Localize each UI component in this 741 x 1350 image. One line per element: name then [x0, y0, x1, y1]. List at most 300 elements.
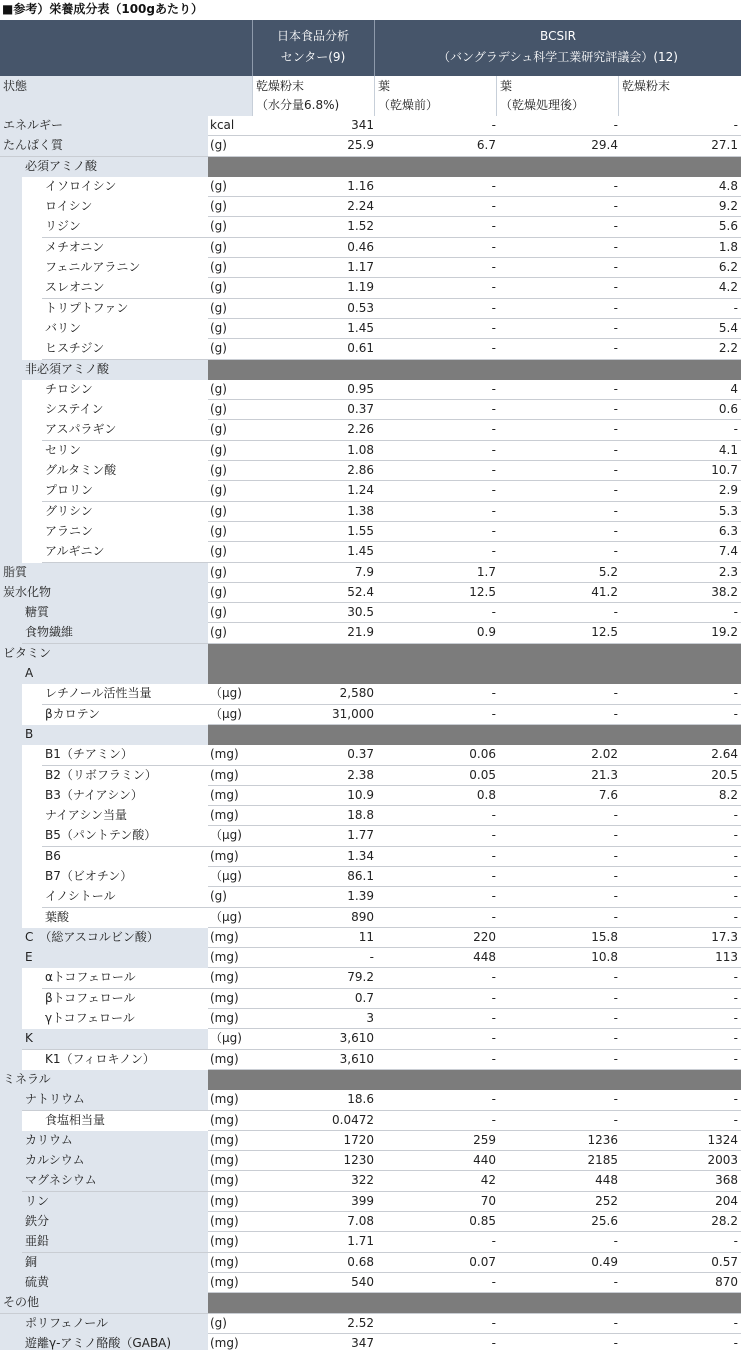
value-cell: -	[733, 889, 738, 904]
value-cell: -	[491, 463, 496, 478]
value-cell: -	[613, 1112, 618, 1127]
indent-bar	[22, 542, 42, 563]
indent-bar	[0, 968, 22, 989]
indent-bar	[0, 278, 22, 299]
value-cell: 0.37	[347, 402, 374, 417]
value-cell: 0.07	[469, 1254, 496, 1269]
table-row	[0, 1131, 741, 1151]
value-cell: 28.2	[711, 1214, 738, 1229]
table-row	[0, 319, 741, 339]
value-cell: 1.7	[476, 564, 496, 579]
value-cell: 2.86	[347, 463, 374, 478]
value-cell: 25.6	[591, 1214, 618, 1229]
unit-cell: (mg)	[210, 990, 239, 1005]
value-cell: -	[491, 199, 496, 214]
value-cell: 1236	[587, 1132, 618, 1147]
indent-bar	[22, 745, 42, 766]
value-cell: 1.38	[347, 503, 374, 518]
row-label: K	[22, 1029, 208, 1049]
unit-cell: （μg)	[210, 686, 242, 701]
value-cell: 368	[715, 1173, 738, 1188]
table-row	[0, 1334, 741, 1350]
value-cell: -	[613, 1234, 618, 1249]
value-cell: -	[491, 868, 496, 883]
table-row	[0, 583, 741, 603]
state-col1	[253, 76, 374, 116]
table-row	[0, 542, 741, 562]
value-cell: -	[491, 605, 496, 620]
indent-bar	[0, 157, 22, 178]
indent-bar	[22, 908, 42, 929]
unit-cell: (mg)	[210, 929, 239, 944]
header-divider	[252, 20, 253, 76]
unit-cell: (mg)	[210, 1173, 239, 1188]
row-label: リジン	[42, 217, 208, 237]
indent-bar	[22, 420, 42, 441]
row-label: グリシン	[42, 502, 208, 522]
unit-cell: (mg)	[210, 1214, 239, 1229]
value-cell: 3	[366, 1011, 374, 1026]
value-cell: 17.3	[711, 929, 738, 944]
unit-cell: (mg)	[210, 848, 239, 863]
value-cell: -	[491, 260, 496, 275]
unit-cell: (g)	[210, 463, 227, 478]
state-col2-line2: （乾燥前）	[378, 98, 439, 112]
value-cell: -	[491, 544, 496, 559]
value-cell: -	[733, 970, 738, 985]
value-cell: -	[491, 219, 496, 234]
unit-cell: (g)	[210, 503, 227, 518]
unit-cell: (mg)	[210, 787, 239, 802]
value-cell: -	[613, 402, 618, 417]
indent-bar	[22, 258, 42, 279]
table-row	[0, 502, 741, 522]
row-label: スレオニン	[42, 278, 208, 298]
unit-cell: (g)	[210, 138, 227, 153]
value-cell: -	[733, 990, 738, 1005]
value-cell: -	[613, 118, 618, 132]
value-cell: -	[491, 990, 496, 1005]
indent-bar	[22, 238, 42, 259]
table-row	[0, 1192, 741, 1212]
value-cell: 2,580	[339, 686, 374, 701]
table-row	[0, 360, 741, 380]
value-cell: -	[491, 889, 496, 904]
value-cell: 0.6	[718, 402, 738, 417]
value-cell: -	[613, 320, 618, 335]
unit-cell: (g)	[210, 483, 227, 498]
value-cell: -	[491, 828, 496, 843]
row-label: その他	[0, 1293, 208, 1313]
value-cell: -	[613, 544, 618, 559]
value-cell: 79.2	[347, 970, 374, 985]
row-label: ヒスチジン	[42, 339, 208, 359]
unit-cell: (g)	[210, 442, 227, 457]
indent-bar	[0, 684, 22, 705]
value-cell: 259	[473, 1132, 496, 1147]
value-cell: -	[613, 300, 618, 315]
row-label: エネルギー	[0, 116, 208, 136]
unit-cell: (g)	[210, 564, 227, 579]
value-cell: -	[491, 1112, 496, 1127]
value-cell: 3,610	[339, 1051, 374, 1066]
table-row	[0, 1253, 741, 1273]
value-cell: 440	[473, 1153, 496, 1168]
table-row	[0, 766, 741, 786]
value-cell: 322	[351, 1173, 374, 1188]
unit-cell: (g)	[210, 889, 227, 904]
row-label: 糖質	[22, 603, 208, 623]
indent-bar	[0, 887, 22, 908]
table-row	[0, 238, 741, 258]
value-cell: -	[613, 239, 618, 254]
indent-bar	[0, 847, 22, 868]
value-cell: -	[613, 523, 618, 538]
unit-cell: (mg)	[210, 767, 239, 782]
value-cell: -	[491, 1031, 496, 1046]
indent-bar	[22, 847, 42, 868]
value-cell: -	[613, 199, 618, 214]
table-row	[0, 1070, 741, 1090]
value-cell: -	[733, 1112, 738, 1127]
value-cell: 7.6	[598, 787, 618, 802]
unit-cell: (mg)	[210, 1051, 239, 1066]
value-cell: -	[613, 503, 618, 518]
value-cell: 2.26	[347, 422, 374, 437]
indent-bar	[22, 867, 42, 888]
row-label: チロシン	[42, 380, 208, 400]
value-cell: -	[613, 1051, 618, 1066]
value-cell: -	[733, 1011, 738, 1026]
value-cell: 1.08	[347, 442, 374, 457]
row-label: 必須アミノ酸	[22, 157, 208, 177]
table-row	[0, 1212, 741, 1232]
indent-bar	[0, 217, 22, 238]
value-cell: -	[491, 178, 496, 193]
unit-cell: (mg)	[210, 1254, 239, 1269]
value-cell: 0.0472	[332, 1112, 374, 1127]
row-label: ナイアシン当量	[42, 806, 208, 826]
state-divider	[252, 76, 253, 116]
value-cell: 6.7	[476, 138, 496, 153]
unit-cell: (g)	[210, 625, 227, 640]
unit-cell: (mg)	[210, 970, 239, 985]
row-label: γトコフェロール	[42, 1009, 208, 1029]
indent-bar	[22, 400, 42, 421]
indent-bar	[22, 502, 42, 523]
value-cell: 1324	[707, 1132, 738, 1147]
row-label: B7（ビオチン）	[42, 867, 208, 887]
value-cell: 4.1	[718, 442, 738, 457]
indent-bar	[22, 461, 42, 482]
state-col1-line1: 乾燥粉末	[256, 79, 305, 93]
table-row	[0, 1009, 741, 1029]
unit-cell: (g)	[210, 280, 227, 295]
indent-bar	[22, 968, 42, 989]
value-cell: -	[733, 422, 738, 437]
row-label: B3（ナイアシン）	[42, 786, 208, 806]
row-label: カリウム	[22, 1131, 208, 1151]
value-cell: -	[491, 381, 496, 396]
table-row	[0, 563, 741, 583]
value-cell: 1.52	[347, 219, 374, 234]
value-cell: 0.68	[347, 1254, 374, 1269]
row-label: 銅	[22, 1253, 208, 1273]
table-row	[0, 1111, 741, 1131]
table-row	[0, 177, 741, 197]
value-cell: 2.9	[718, 483, 738, 498]
row-label: B2（リボフラミン）	[42, 766, 208, 786]
value-cell: 5.2	[598, 564, 618, 579]
table-row	[0, 136, 741, 156]
value-cell: 7.08	[347, 1214, 374, 1229]
value-cell: 890	[351, 909, 374, 924]
indent-bar	[0, 258, 22, 279]
row-label: システイン	[42, 400, 208, 420]
value-cell: -	[613, 990, 618, 1005]
state-label: 状態	[0, 76, 252, 116]
value-cell: -	[613, 808, 618, 823]
value-cell: 10.9	[347, 787, 374, 802]
value-cell: 6.2	[718, 260, 738, 275]
value-cell: 347	[351, 1335, 374, 1350]
indent-bar	[0, 299, 22, 320]
state-row	[0, 76, 741, 116]
table-row	[0, 258, 741, 278]
row-label: ポリフェノール	[22, 1314, 208, 1334]
indent-bar	[0, 725, 22, 746]
value-cell: 252	[595, 1193, 618, 1208]
indent-bar	[22, 177, 42, 198]
unit-cell: (mg)	[210, 1153, 239, 1168]
table-row	[0, 197, 741, 217]
value-cell: -	[491, 970, 496, 985]
table-row	[0, 339, 741, 359]
indent-bar	[0, 1131, 22, 1152]
value-cell: -	[613, 280, 618, 295]
value-cell: -	[733, 909, 738, 924]
table-row	[0, 380, 741, 400]
value-cell: 2.2	[718, 341, 738, 356]
indent-bar	[22, 786, 42, 807]
indent-bar	[0, 766, 22, 787]
row-label: ビタミン	[0, 644, 208, 664]
value-cell: 2003	[707, 1153, 738, 1168]
value-cell: 3,610	[339, 1031, 374, 1046]
value-cell: -	[613, 828, 618, 843]
indent-bar	[0, 197, 22, 218]
state-col3-line1: 葉	[500, 79, 513, 93]
indent-bar	[0, 1232, 22, 1253]
unit-cell: （μg)	[210, 828, 242, 843]
indent-bar	[22, 705, 42, 726]
row-label: 脂質	[0, 563, 208, 583]
unit-cell: (g)	[210, 544, 227, 559]
indent-bar	[0, 238, 22, 259]
indent-bar	[22, 826, 42, 847]
unit-cell: (g)	[210, 523, 227, 538]
value-cell: -	[733, 828, 738, 843]
unit-cell: (g)	[210, 239, 227, 254]
value-cell: 0.46	[347, 239, 374, 254]
value-cell: 12.5	[469, 584, 496, 599]
value-cell: 2.38	[347, 767, 374, 782]
page-title: ■参考）栄養成分表（100gあたり）	[2, 2, 203, 16]
value-cell: 448	[595, 1173, 618, 1188]
value-cell: 0.57	[711, 1254, 738, 1269]
value-cell: 5.4	[718, 320, 738, 335]
row-label: フェニルアラニン	[42, 258, 208, 278]
value-cell: 0.49	[591, 1254, 618, 1269]
state-col3-line2: （乾燥処理後）	[500, 98, 585, 112]
row-label: B1（チアミン）	[42, 745, 208, 765]
table-row	[0, 928, 741, 948]
row-label: 亜鉛	[22, 1232, 208, 1252]
row-label: トリプトファン	[42, 299, 208, 319]
row-label: マグネシウム	[22, 1171, 208, 1191]
value-cell: -	[613, 1031, 618, 1046]
value-cell: -	[733, 848, 738, 863]
unit-cell: (g)	[210, 584, 227, 599]
state-col3	[497, 76, 618, 116]
value-cell: -	[491, 523, 496, 538]
value-cell: 0.37	[347, 747, 374, 762]
value-cell: 42	[480, 1173, 496, 1188]
indent-bar	[0, 948, 22, 969]
value-cell: -	[613, 848, 618, 863]
indent-bar	[0, 745, 22, 766]
value-cell: -	[491, 402, 496, 417]
indent-bar	[0, 400, 22, 421]
table-row	[0, 1273, 741, 1293]
table-row	[0, 603, 741, 623]
table-row	[0, 441, 741, 461]
row-label: バリン	[42, 319, 208, 339]
table-row	[0, 400, 741, 420]
unit-cell: (mg)	[210, 1234, 239, 1249]
value-cell: 12.5	[591, 625, 618, 640]
value-cell: -	[613, 1011, 618, 1026]
row-label: ロイシン	[42, 197, 208, 217]
unit-cell: (mg)	[210, 1132, 239, 1147]
value-cell: 31,000	[332, 706, 374, 721]
value-cell: -	[613, 868, 618, 883]
indent-bar	[22, 684, 42, 705]
section-band	[208, 725, 741, 745]
value-cell: 113	[715, 950, 738, 965]
row-label: B5（パントテン酸）	[42, 826, 208, 846]
indent-bar	[22, 806, 42, 827]
value-cell: 1.45	[347, 320, 374, 335]
indent-bar	[22, 299, 42, 320]
value-cell: 448	[473, 950, 496, 965]
unit-cell: (g)	[210, 422, 227, 437]
table-row	[0, 217, 741, 237]
indent-bar	[22, 278, 42, 299]
value-cell: 8.2	[718, 787, 738, 802]
value-cell: -	[733, 1234, 738, 1249]
indent-bar	[0, 502, 22, 523]
value-cell: 1.71	[347, 1234, 374, 1249]
indent-bar	[22, 339, 42, 360]
indent-bar	[22, 441, 42, 462]
table-row	[0, 989, 741, 1009]
table-row	[0, 664, 741, 684]
value-cell: 38.2	[711, 584, 738, 599]
section-band	[208, 157, 741, 177]
value-cell: 29.4	[591, 138, 618, 153]
value-cell: -	[613, 381, 618, 396]
value-cell: 11	[358, 929, 374, 944]
header-bcsir-line1: BCSIR	[540, 29, 576, 43]
header-bcsir-line2: （バングラデシュ科学工業研究評議会）(12)	[438, 50, 678, 64]
row-label: たんぱく質	[0, 136, 208, 156]
value-cell: 0.61	[347, 341, 374, 356]
table-row	[0, 684, 741, 704]
value-cell: -	[491, 1335, 496, 1350]
value-cell: -	[491, 1234, 496, 1249]
indent-bar	[0, 1171, 22, 1192]
state-divider	[374, 76, 375, 116]
row-label: グルタミン酸	[42, 461, 208, 481]
indent-bar	[0, 1029, 22, 1050]
unit-cell: （μg)	[210, 1031, 242, 1046]
indent-bar	[0, 826, 22, 847]
row-label: K1（フィロキノン）	[42, 1050, 208, 1070]
value-cell: 1.8	[718, 239, 738, 254]
row-label: 遊離γ-アミノ酪酸（GABA)	[22, 1334, 208, 1350]
unit-cell: (g)	[210, 260, 227, 275]
value-cell: 18.6	[347, 1092, 374, 1107]
value-cell: -	[491, 909, 496, 924]
table-row	[0, 299, 741, 319]
section-band	[208, 644, 741, 664]
value-cell: -	[491, 1051, 496, 1066]
indent-bar	[0, 1151, 22, 1172]
indent-bar	[0, 1090, 22, 1111]
unit-cell: (g)	[210, 402, 227, 417]
indent-bar	[0, 481, 22, 502]
indent-bar	[0, 786, 22, 807]
value-cell: 1230	[343, 1153, 374, 1168]
value-cell: 15.8	[591, 929, 618, 944]
table-row	[0, 1151, 741, 1171]
value-cell: -	[613, 341, 618, 356]
value-cell: -	[733, 118, 738, 132]
row-label: レチノール活性当量	[42, 684, 208, 704]
indent-bar	[0, 380, 22, 401]
row-label: イノシトール	[42, 887, 208, 907]
row-label: αトコフェロール	[42, 968, 208, 988]
table-row	[0, 157, 741, 177]
row-label: E	[22, 948, 208, 968]
table-row	[0, 1171, 741, 1191]
value-cell: -	[491, 118, 496, 132]
section-band	[208, 1293, 741, 1313]
value-cell: 4.2	[718, 280, 738, 295]
row-label: 食塩相当量	[42, 1111, 208, 1131]
indent-bar	[0, 360, 22, 381]
value-cell: 540	[351, 1274, 374, 1289]
indent-bar	[0, 319, 22, 340]
table-row	[0, 623, 741, 643]
row-label: B	[22, 725, 208, 745]
value-cell: 0.95	[347, 381, 374, 396]
indent-bar	[0, 1273, 22, 1294]
state-divider	[618, 76, 619, 116]
table-row	[0, 786, 741, 806]
value-cell: -	[613, 483, 618, 498]
